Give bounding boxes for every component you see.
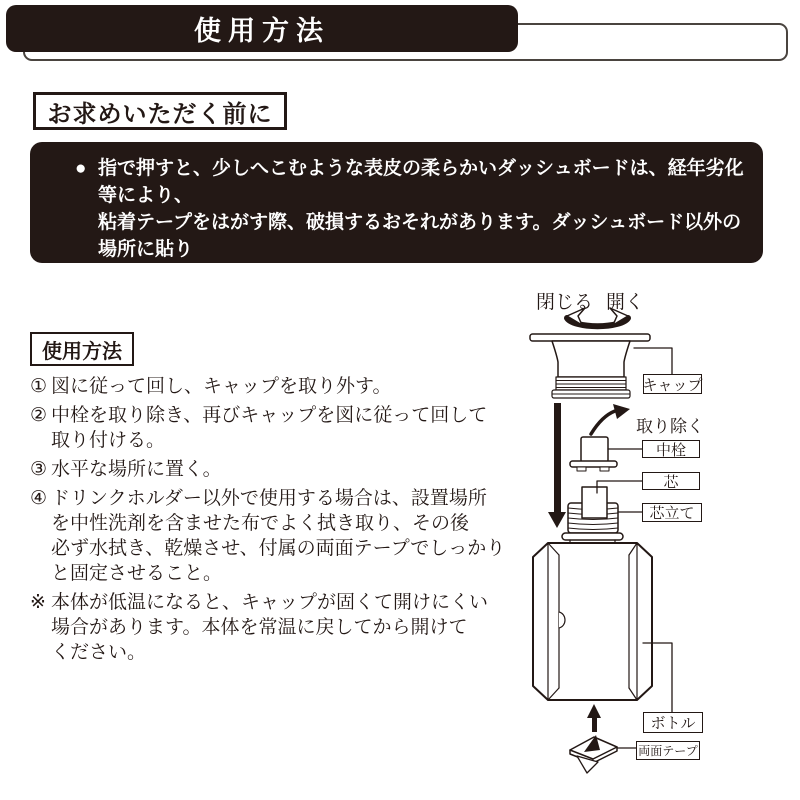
neck-ring-drawing (562, 533, 623, 543)
instruction-line: ③ 水平な場所に置く。 (30, 459, 222, 480)
cap-callout-line (634, 348, 672, 374)
bottle-drawing (533, 543, 652, 700)
usage-heading-box (30, 332, 134, 366)
instruction-line: ※ 本体が低温になると、キャップが固くて開けにくい (30, 592, 489, 613)
before-purchase-heading-box (33, 92, 287, 130)
warning-text: 付けてご使用ください。 (98, 266, 308, 287)
rotate-open-label: 開く (606, 292, 645, 313)
header-bar (6, 5, 518, 52)
cap-label-box: キャップ (643, 374, 702, 394)
warning-text: 粘着テープをはがす際、破損するおそれがあります。ダッシュボード以外の場所に貼り (98, 212, 742, 260)
down-arrow-icon (548, 403, 566, 528)
wick-drawing (582, 487, 607, 518)
instruction-line: 場合があります。本体を常温に戻してから開けて (51, 617, 468, 638)
bullet-marker: ● (75, 158, 87, 179)
instruction-line: ② 中栓を取り除き、再びキャップを図に従って回して (30, 405, 488, 426)
rotate-close-label: 閉じる (536, 292, 594, 313)
instruction-line: ください。 (51, 642, 147, 663)
instruction-list (30, 374, 510, 665)
note-marker: ※ (75, 293, 91, 314)
inner-plug-label-box: 中栓 (642, 440, 700, 458)
wick-label-box: 芯 (642, 472, 700, 490)
warning-text: 輸入車の場合は特にご注意ください。 (98, 293, 422, 314)
instruction-line: 必ず水拭き、乾燥させ、付属の両面テープでしっかり (51, 538, 506, 559)
instruction-line: を中性洗剤を含ませた布でよく拭き取り、その後 (51, 513, 470, 534)
usage-heading: 使用方法 (42, 340, 122, 363)
instruction-line: 取り付ける。 (51, 430, 166, 451)
wick-stand-label-box: 芯立て (642, 503, 702, 522)
remove-arrow-icon (591, 404, 630, 434)
page-title: 使用方法 (194, 16, 330, 46)
warning-line (75, 155, 753, 209)
warning-line (75, 209, 753, 263)
remove-label: 取り除く (636, 417, 704, 436)
cap-drawing (530, 334, 650, 398)
before-purchase-heading: お求めいただく前に (47, 100, 273, 128)
instruction-line: ① 図に従って回し、キャップを取り外す。 (30, 376, 392, 397)
instruction-line: ④ ドリンクホルダー以外で使用する場合は、設置場所 (30, 488, 487, 509)
up-arrow-icon (587, 704, 601, 732)
bottle-label-box: ボトル (643, 712, 703, 733)
tape-label-box: 両面テープ (636, 741, 700, 760)
inner-plug-drawing (570, 437, 617, 471)
warning-text: 指で押すと、少しへこむような表皮の柔らかいダッシュボードは、経年劣化等により、 (98, 158, 744, 206)
instruction-line: と固定させること。 (51, 563, 223, 584)
tape-drawing (570, 735, 617, 773)
